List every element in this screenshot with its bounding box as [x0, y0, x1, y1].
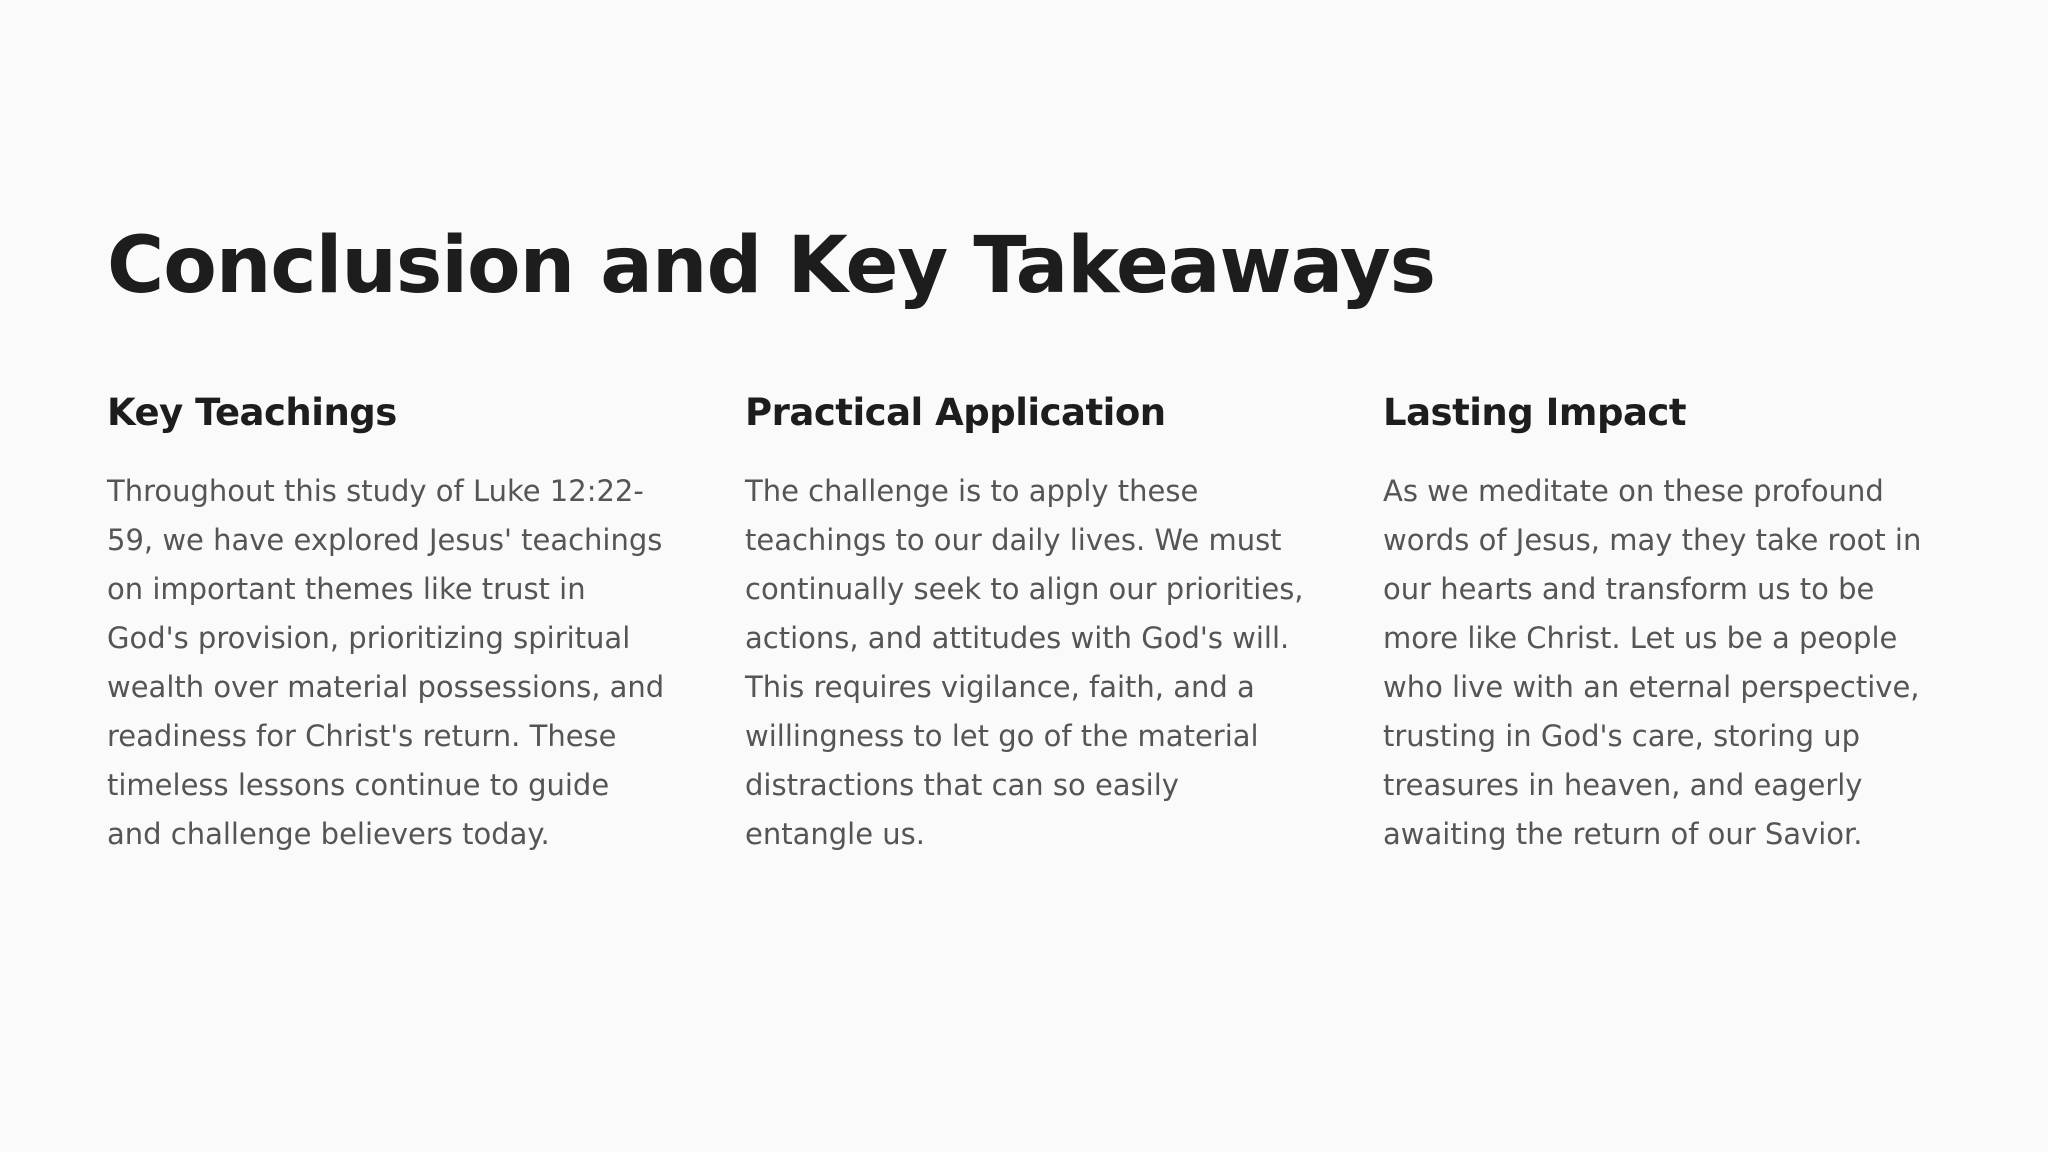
- column-body: As we meditate on these profound words of Jesus, may they take root in our hearts and transform us to be more like Christ. Let us be a people who live with an eternal perspective, trusting in God's care, storing up treasures in heaven, and eagerly awaiting the return of our Savior.: [1383, 474, 1922, 851]
- column-heading: Lasting Impact: [1383, 391, 1687, 434]
- column-lasting-impact: [1383, 385, 1943, 859]
- column-practical-application: [745, 385, 1305, 859]
- column-heading: Practical Application: [745, 391, 1166, 434]
- column-key-teachings: [107, 385, 667, 859]
- page-title: Conclusion and Key Takeaways: [107, 221, 1436, 311]
- column-body: Throughout this study of Luke 12:22-59, we have explored Jesus' teachings on important themes like trust in God's provision, prioritizing spiritual wealth over material possessions, and readiness for Christ's return. These timeless lessons continue to guide and challenge believers today.: [107, 474, 665, 851]
- column-heading: Key Teachings: [107, 391, 397, 434]
- takeaway-columns: [107, 385, 1957, 859]
- column-body: The challenge is to apply these teachings to our daily lives. We must continually seek to align our priorities, actions, and attitudes with God's will. This requires vigilance, faith, and a willingness to let go of the material distractions that can so easily entangle us.: [745, 474, 1304, 851]
